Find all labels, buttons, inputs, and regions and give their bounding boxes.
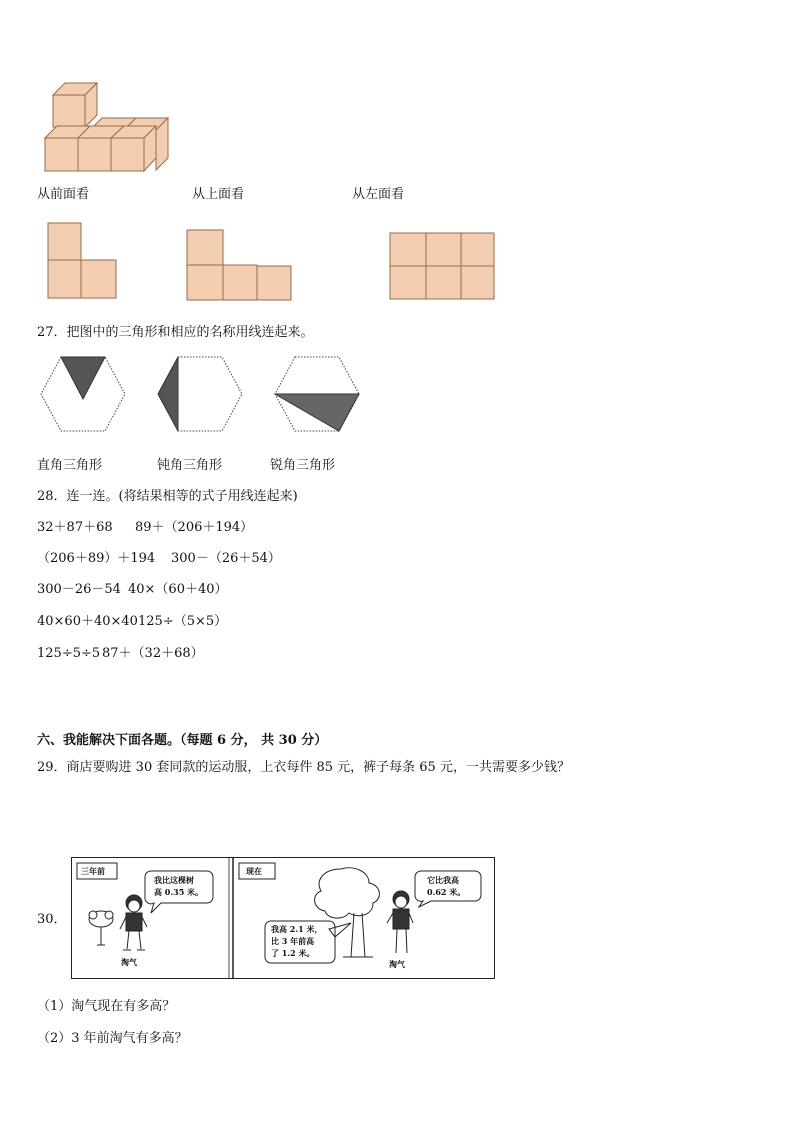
bubble1-line1: 我比这棵树	[154, 875, 194, 885]
view-drawing-b	[186, 229, 294, 306]
q28-left-4: 40×60＋40×40	[37, 614, 138, 629]
q30-number: 30．	[37, 912, 67, 927]
bubble2-line1: 它比我高	[427, 875, 459, 885]
view-drawing-c	[389, 232, 497, 306]
q30-sub1: （1）淘气现在有多高？	[37, 999, 176, 1014]
q28-left-1: 32＋87＋68	[37, 520, 113, 535]
q28-right-4: 125÷（5×5）	[138, 614, 228, 629]
cube-structure-figure	[40, 80, 175, 175]
character-name-2: 淘气	[389, 959, 405, 969]
q29-text: 29．商店要购进 30 套同款的运动服，上衣每件 85 元，裤子每条 65 元，一共需要多少钱？	[37, 760, 570, 775]
q28-text: 28．连一连。(将结果相等的式子用线连起来)	[37, 489, 298, 504]
panel2-tag: 现在	[246, 866, 262, 876]
view-drawing-a	[47, 222, 119, 304]
bubble3-line2: 比 3 年前高	[271, 936, 315, 946]
character-name-1: 淘气	[121, 957, 137, 967]
q28-left-3: 300－26－54	[37, 582, 121, 597]
top-view-label: 从上面看	[192, 187, 245, 202]
hexagon-obtuse	[273, 355, 361, 437]
q28-right-5: 87＋（32＋68）	[102, 646, 204, 661]
name-right-triangle: 直角三角形	[37, 458, 103, 473]
bubble1-line2: 高 0.35 米。	[154, 887, 204, 897]
hexagon-acute	[39, 355, 127, 437]
q28-right-2: 300－（26＋54）	[171, 551, 281, 566]
front-view-label: 从前面看	[37, 187, 90, 202]
bubble3-line3: 了 1.2 米。	[271, 948, 315, 958]
left-view-label: 从左面看	[352, 187, 405, 202]
hexagon-right	[156, 355, 244, 437]
q28-right-1: 89＋（206＋194）	[135, 520, 254, 535]
q28-left-5: 125÷5÷5	[37, 646, 101, 661]
name-obtuse-triangle: 钝角三角形	[157, 458, 223, 473]
panel1-tag: 三年前	[81, 866, 105, 876]
q27-text: 27．把图中的三角形和相应的名称用线连起来。	[37, 325, 314, 340]
bubble2-line2: 0.62 米。	[427, 887, 466, 897]
q30-comic	[71, 857, 495, 979]
section6-title: 六、我能解决下面各题。（每题 6 分， 共 30 分）	[37, 733, 328, 748]
q30-sub2: （2）3 年前淘气有多高？	[37, 1031, 188, 1046]
q28-left-2: （206＋89）＋194	[37, 551, 156, 566]
bubble3-line1: 我高 2.1 米，	[271, 924, 323, 934]
name-acute-triangle: 锐角三角形	[270, 458, 336, 473]
q28-right-3: 40×（60＋40）	[128, 582, 228, 597]
